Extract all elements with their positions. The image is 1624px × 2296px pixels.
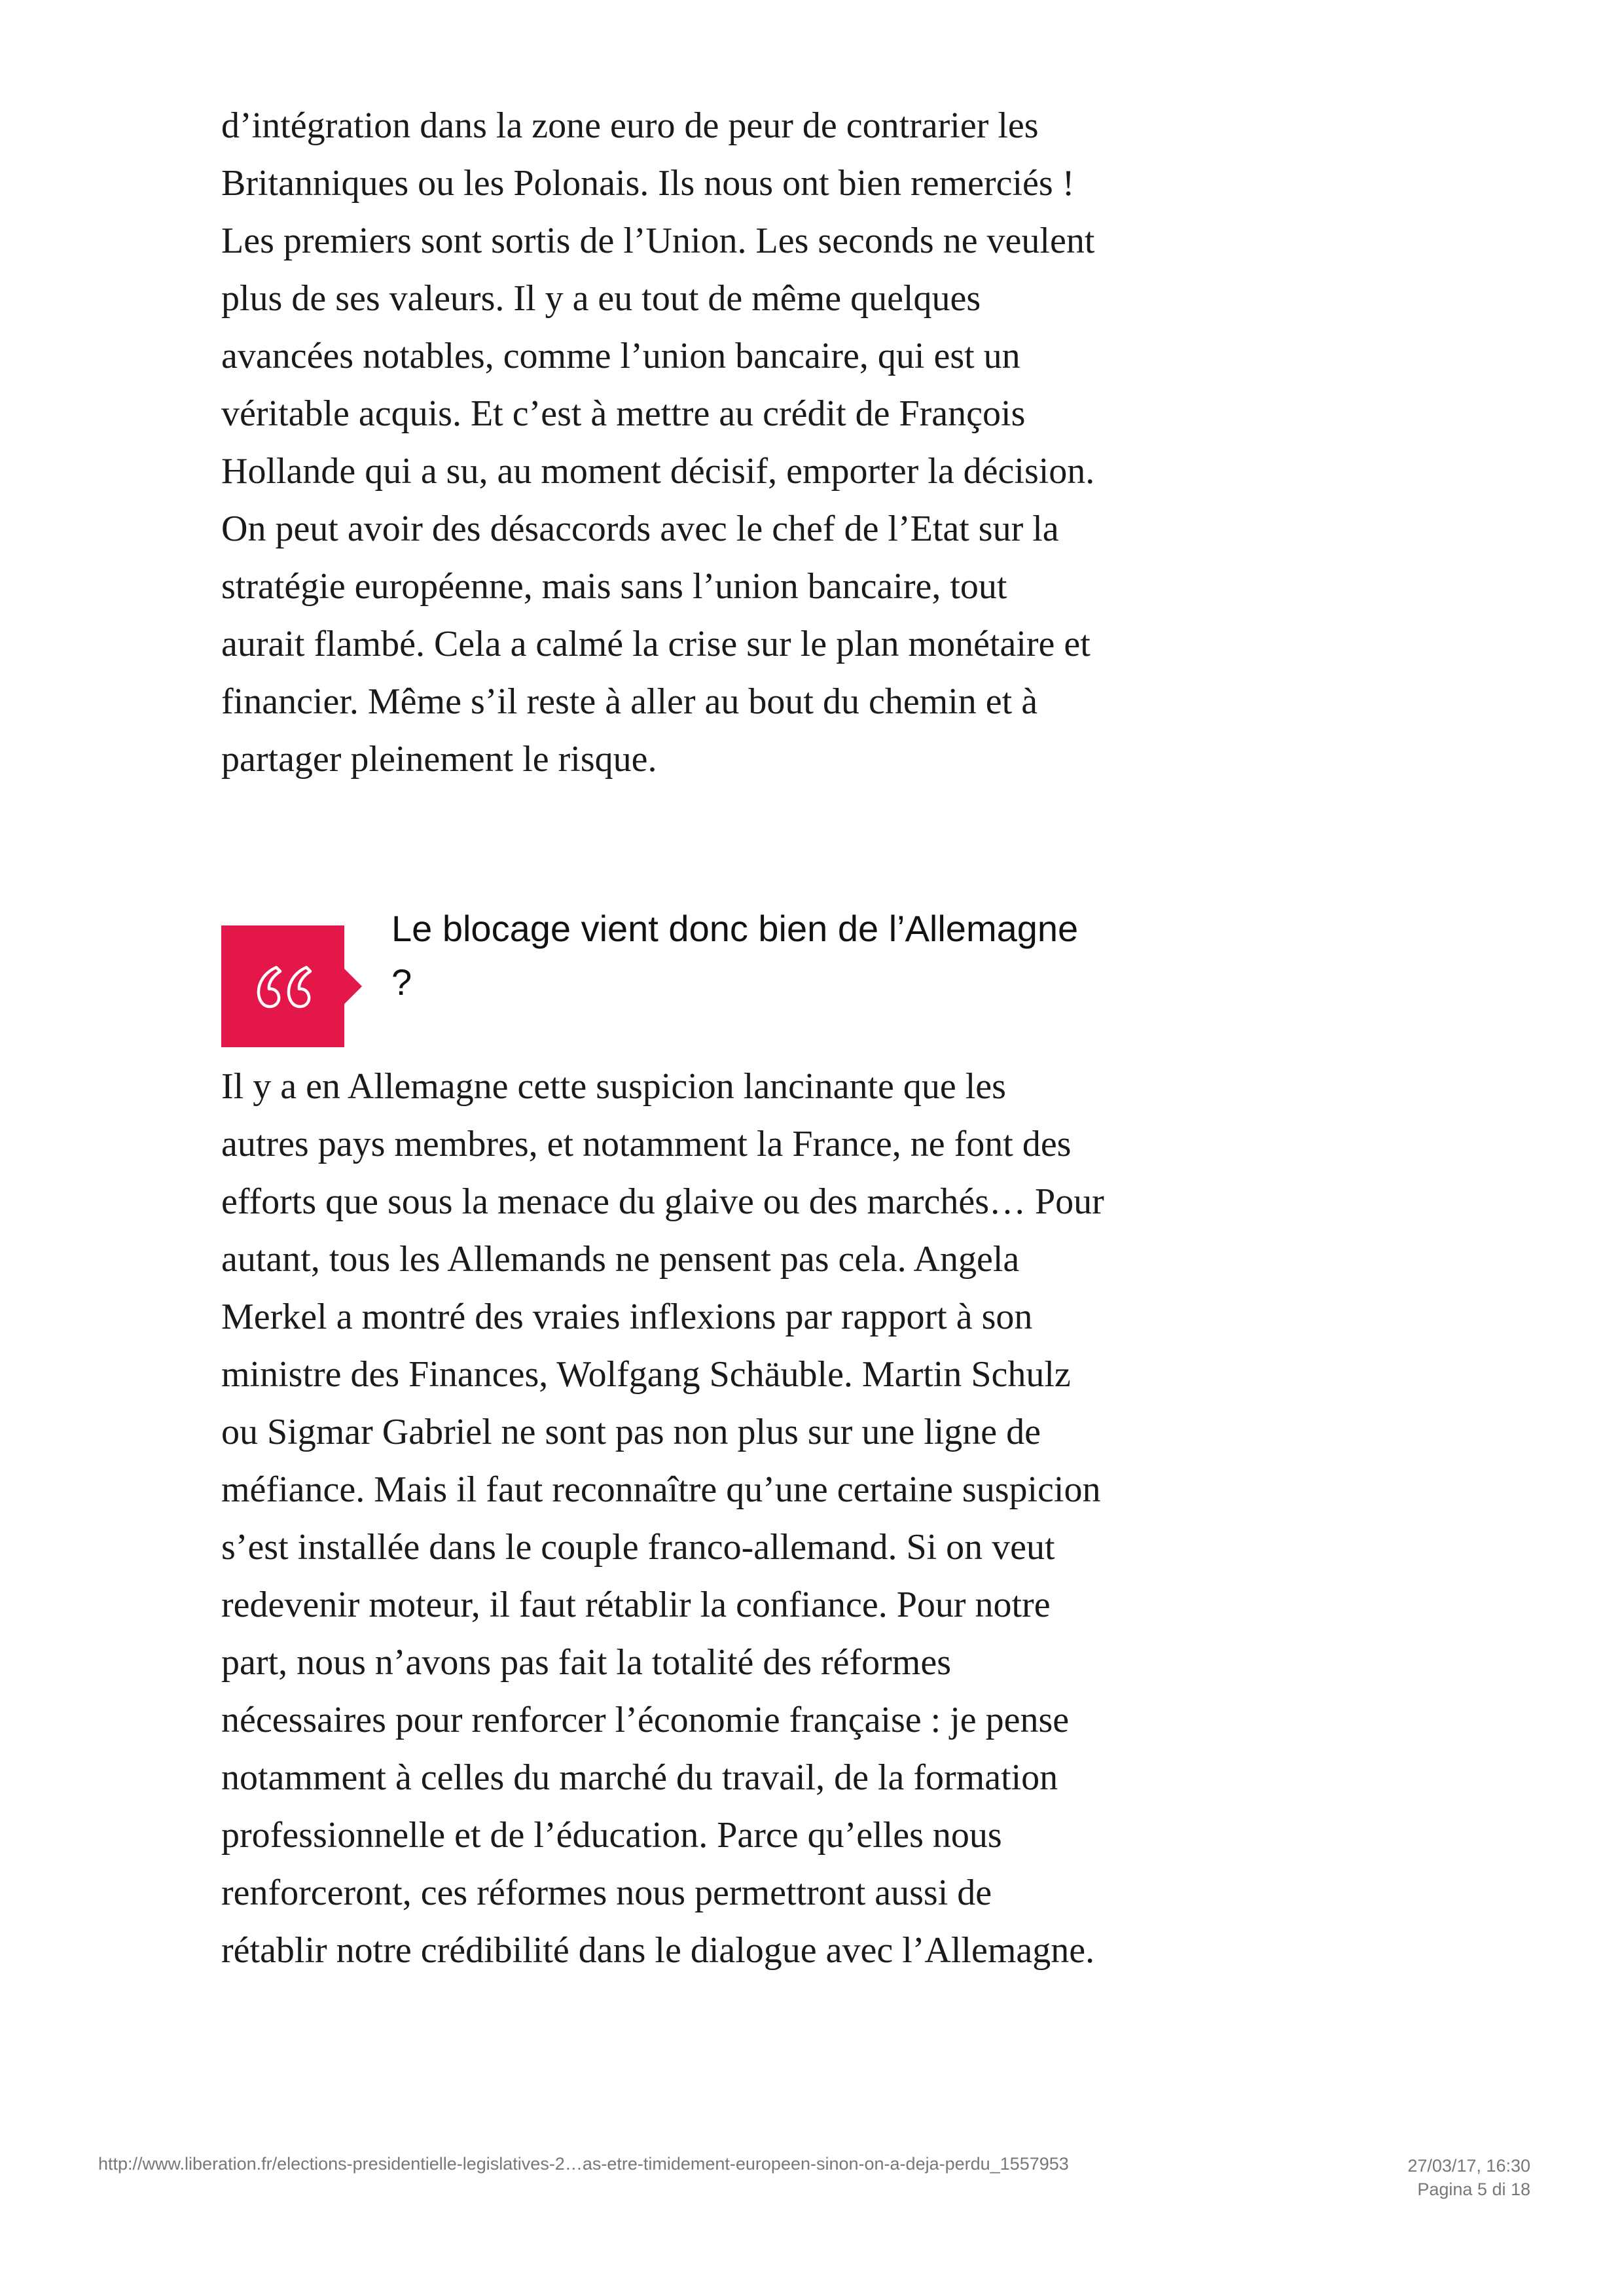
quote-marks-icon — [254, 963, 314, 1011]
interview-question — [391, 902, 1262, 1009]
text-line: ministre des Finances, Wolfgang Schäuble. Martin Schulz — [221, 1354, 1071, 1395]
text-line: Merkel a montré des vraies inflexions par rapport à son — [221, 1297, 1033, 1337]
text-line: ou Sigmar Gabriel ne sont pas non plus sur une ligne de — [221, 1412, 1041, 1452]
text-line: professionnelle et de l’éducation. Parce qu’elles nous — [221, 1815, 1002, 1856]
footer-datetime: 27/03/17, 16:30 — [1407, 2156, 1530, 2176]
text-line: Les premiers sont sortis de l’Union. Les seconds ne veulent — [221, 221, 1095, 261]
quote-badge — [221, 925, 344, 1047]
text-line: aurait flambé. Cela a calmé la crise sur le plan monétaire et — [221, 624, 1091, 664]
text-line: redevenir moteur, il faut rétablir la confiance. Pour notre — [221, 1585, 1051, 1625]
text-line: financier. Même s’il reste à aller au bout du chemin et à — [221, 681, 1038, 722]
text-line: efforts que sous la menace du glaive ou des marchés… Pour — [221, 1181, 1104, 1222]
text-line: d’intégration dans la zone euro de peur de contrarier les — [221, 105, 1039, 146]
badge-pointer — [344, 969, 362, 1004]
question-line: ? — [391, 961, 412, 1003]
text-line: Hollande qui a su, au moment décisif, emporter la décision. — [221, 451, 1095, 492]
text-line: partager pleinement le risque. — [221, 739, 657, 780]
text-line: autant, tous les Allemands ne pensent pas cela. Angela — [221, 1239, 1020, 1280]
text-line: s’est installée dans le couple franco-allemand. Si on veut — [221, 1527, 1055, 1568]
text-line: méfiance. Mais il faut reconnaître qu’une certaine suspicion — [221, 1469, 1101, 1510]
text-line: notamment à celles du marché du travail, de la formation — [221, 1757, 1058, 1798]
text-line: part, nous n’avons pas fait la totalité des réformes — [221, 1642, 951, 1683]
text-line: autres pays membres, et notamment la France, ne font des — [221, 1124, 1072, 1164]
footer-meta — [1407, 2154, 1530, 2201]
question-line: Le blocage vient donc bien de l’Allemagne — [391, 908, 1079, 949]
text-line: Il y a en Allemagne cette suspicion lancinante que les — [221, 1066, 1006, 1107]
text-line: avancées notables, comme l’union bancaire, qui est un — [221, 336, 1020, 376]
footer-url[interactable]: http://www.liberation.fr/elections-presidentielle-legislatives-2…as-etre-timidement-europeen-sinon-on-a-deja-perdu_1557953 — [98, 2154, 1069, 2174]
text-line: renforceront, ces réformes nous permettront aussi de — [221, 1873, 992, 1913]
text-line: On peut avoir des désaccords avec le chef de l’Etat sur la — [221, 509, 1059, 549]
text-line: Britanniques ou les Polonais. Ils nous ont bien remerciés ! — [221, 163, 1075, 204]
footer-page-number: Pagina 5 di 18 — [1417, 2179, 1530, 2199]
text-line: plus de ses valeurs. Il y a eu tout de même quelques — [221, 278, 981, 319]
answer-paragraph-1 — [221, 97, 1255, 788]
text-line: nécessaires pour renforcer l’économie française : je pense — [221, 1700, 1070, 1740]
text-line: rétablir notre crédibilité dans le dialogue avec l’Allemagne. — [221, 1930, 1095, 1971]
text-line: véritable acquis. Et c’est à mettre au crédit de François — [221, 393, 1026, 434]
answer-paragraph-2 — [221, 1058, 1255, 1979]
text-line: stratégie européenne, mais sans l’union bancaire, tout — [221, 566, 1007, 607]
